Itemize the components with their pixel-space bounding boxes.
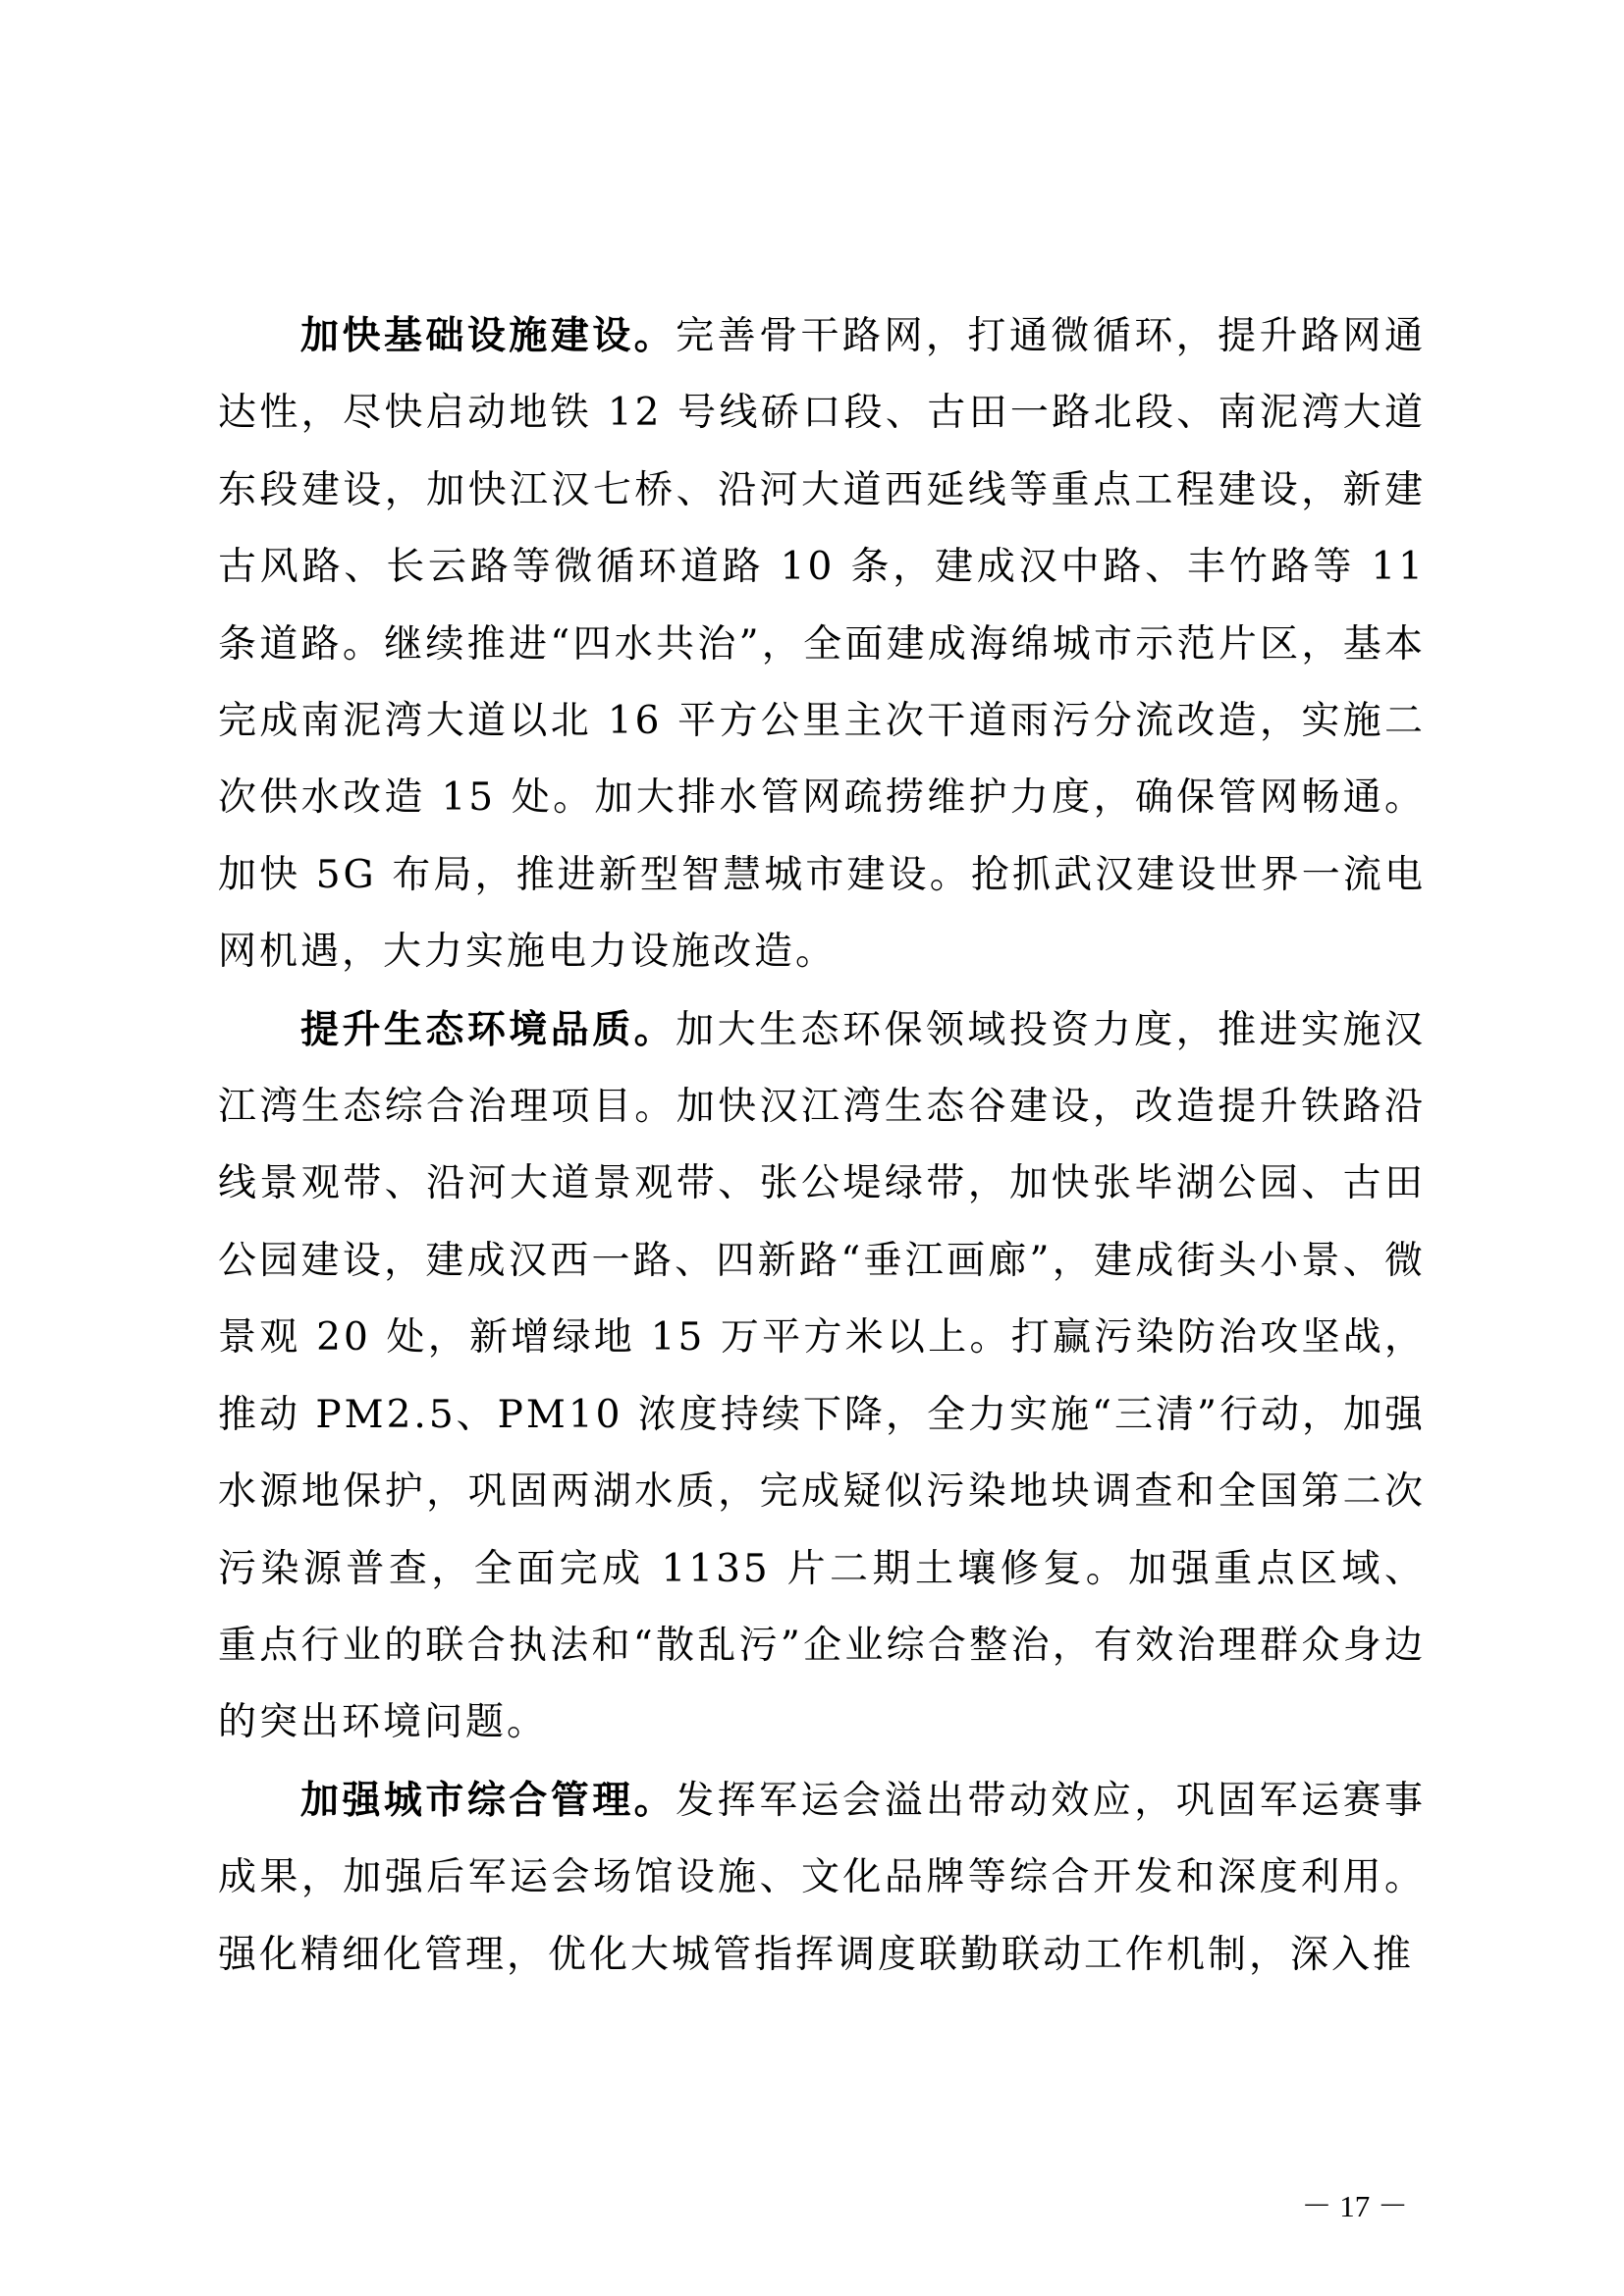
paragraph-text: 加大生态环保领域投资力度，推进实施汉江湾生态综合治理项目。加快汉江湾生态谷建设，改造提升铁路沿线景观带、沿河大道景观带、张公堤绿带，加快张毕湖公园、古田公园建设，建成汉西一路、四新路“垂江画廊”，建成街头小景、微景观 20 处，新增绿地 15 万平方米以上。打赢污染防治攻坚战，推动 PM2.5、PM10 浓度持续下降，全力实施“三清”行动，加强水源地保护，巩固两湖水质，完成疑似污染地块调查和全国第二次污染源普查，全面完成 1135 片二期土壤修复。加强重点区域、重点行业的联合执法和“散乱污”企业综合整治，有效治理群众身边的突出环境问题。 bbox=[218, 1007, 1426, 1745]
paragraph-ecology bbox=[218, 991, 1426, 1762]
paragraph-city-management bbox=[218, 1762, 1426, 1994]
body-text bbox=[218, 297, 1426, 1994]
paragraph-heading: 加快基础设施建设。 bbox=[300, 313, 677, 358]
paragraph-heading: 提升生态环境品质。 bbox=[300, 1006, 677, 1052]
paragraph-heading: 加强城市综合管理。 bbox=[300, 1777, 677, 1823]
page-number: － 17 － bbox=[1301, 2189, 1408, 2223]
paragraph-text: 发挥军运会溢出带动效应，巩固军运赛事成果，加强后军运会场馆设施、文化品牌等综合开发和深度利用。强化精细化管理，优化大城管指挥调度联勤联动工作机制，深入推 bbox=[218, 1778, 1426, 1977]
paragraph-infrastructure bbox=[218, 297, 1426, 991]
paragraph-text: 完善骨干路网，打通微循环，提升路网通达性，尽快启动地铁 12 号线硚口段、古田一路北段、南泥湾大道东段建设，加快江汉七桥、沿河大道西延线等重点工程建设，新建古风路、长云路等微循环道路 10 条，建成汉中路、丰竹路等 11 条道路。继续推进“四水共治”，全面建成海绵城市示范片区，基本完成南泥湾大道以北 16 平方公里主次干道雨污分流改造，实施二次供水改造 15 处。加大排水管网疏捞维护力度，确保管网畅通。加快 5G 布局，推进新型智慧城市建设。抢抓武汉建设世界一流电网机遇，大力实施电力设施改造。 bbox=[218, 314, 1426, 975]
